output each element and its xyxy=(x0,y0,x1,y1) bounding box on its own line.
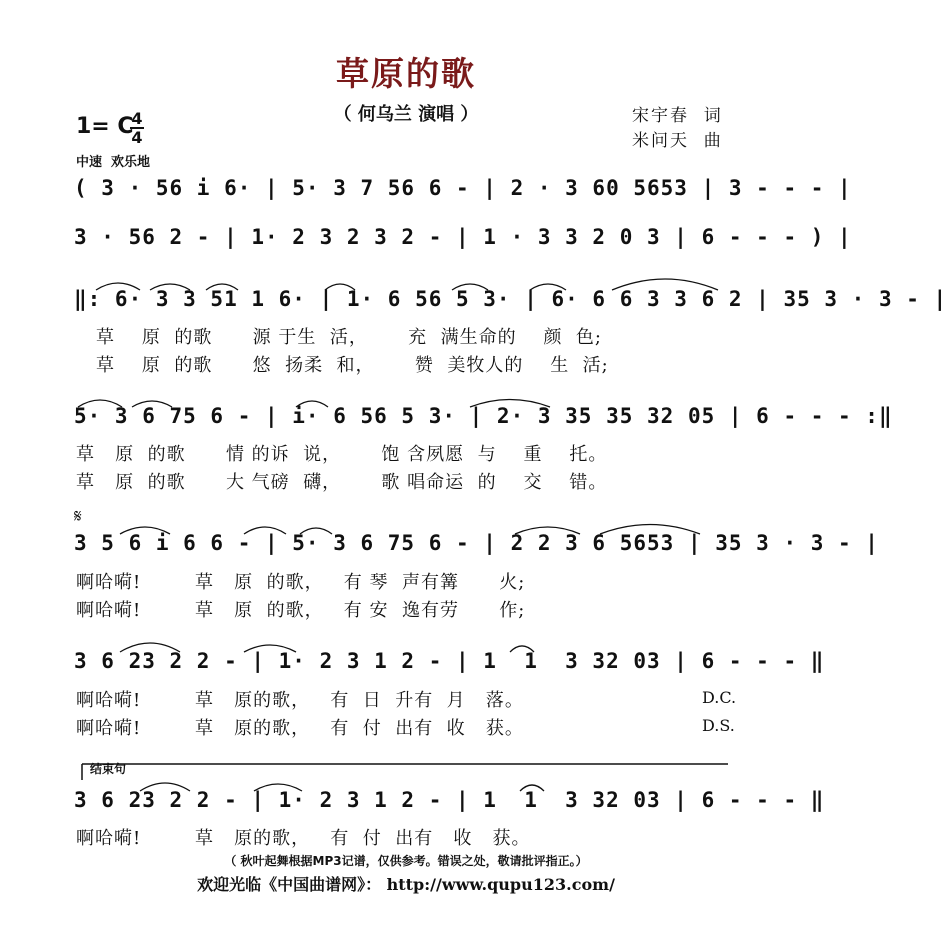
slur xyxy=(140,783,190,791)
staff-line-6: 3 6 23 2 2 - | 1· 2 3 1 2 - | 1 1 3 32 03 | 6 - - - ‖ xyxy=(74,649,825,673)
transcription-note: （ 秋叶起舞根据MP3记谱，仅供参考。错误之处，敬请批评指正。） xyxy=(224,854,588,868)
composer-credit: 米问天 曲 xyxy=(632,131,723,151)
staff-line-1: ( 3 · 56 i 6· | 5· 3 7 56 6 - | 2 · 3 60 5653 | 3 - - - | xyxy=(74,176,852,200)
lyrics-line-7: 啊哈嗬! 草 原的歌， 有 付 出有 收 获。 xyxy=(76,828,531,849)
slur xyxy=(296,401,328,407)
slur xyxy=(300,528,332,534)
slur xyxy=(132,401,172,407)
slur xyxy=(244,645,296,652)
slur xyxy=(325,284,355,290)
lyrics-line-4b: 草 原 的歌 大 气磅 礴， 歌 唱命运 的 交 错。 xyxy=(76,472,608,493)
staff-line-5: 3 5 6 i 6 6 - | 5· 3 6 75 6 - | 2 2 3 6 5653 | 35 3 · 3 - | xyxy=(74,531,879,555)
staff-line-7: 3 6 23 2 2 - | 1· 2 3 1 2 - | 1 1 3 32 03 | 6 - - - ‖ xyxy=(74,788,825,812)
slur xyxy=(510,646,534,652)
lyrics-line-6b: 啊哈嗬! 草 原的歌， 有 付 出有 收 获。 xyxy=(76,718,524,739)
song-title: 草原的歌 xyxy=(336,54,476,93)
lyrics-line-5b: 啊哈嗬! 草 原 的歌， 有 安 逸有劳 作; xyxy=(76,600,526,621)
slur xyxy=(452,284,488,290)
lyrics-line-5a: 啊哈嗬! 草 原 的歌， 有 琴 声有篝 火; xyxy=(76,572,526,593)
ending-label: 结束句 xyxy=(90,762,127,776)
time-signature-bottom: 4 xyxy=(131,128,143,147)
dal-segno-mark: D.S. xyxy=(702,716,735,735)
slur xyxy=(600,525,700,535)
slur xyxy=(530,284,566,290)
slur xyxy=(470,400,550,408)
tempo-marking: 中速 欢乐地 xyxy=(76,155,151,170)
lyrics-line-3a: 草 原 的歌 源 于生 活， 充 满生命的 颜 色; xyxy=(96,327,602,348)
slur xyxy=(96,283,140,290)
site-footer: 欢迎光临《中国曲谱网》： http://www.qupu123.com/ xyxy=(197,875,615,894)
staff-line-3: ‖: 6· 3 3 51 1 6· | 1· 6 56 5 3· | 6· 6 6 3 3 6 2 | 35 3 · 3 - | xyxy=(74,287,947,311)
lyricist-credit: 宋宇春 词 xyxy=(632,106,723,126)
lyrics-line-3b: 草 原 的歌 悠 扬柔 和， 赞 美牧人的 生 活; xyxy=(96,355,609,376)
staff-line-2: 3 · 56 2 - | 1· 2 3 2 3 2 - | 1 · 3 3 2 0 3 | 6 - - - ) | xyxy=(74,225,852,249)
lyrics-line-4a: 草 原 的歌 情 的诉 说， 饱 含夙愿 与 重 托。 xyxy=(76,444,608,465)
slur xyxy=(206,284,238,290)
slur xyxy=(120,527,170,534)
slur xyxy=(78,400,122,407)
slur xyxy=(244,527,286,534)
key-signature: 1= C xyxy=(76,114,134,139)
performer-subtitle: （ 何乌兰 演唱 ） xyxy=(333,104,479,125)
slur xyxy=(515,527,580,534)
time-signature-top: 4 xyxy=(131,109,143,128)
staff-line-4: 5· 3 6 75 6 - | i· 6 56 5 3· | 2· 3 35 35 32 05 | 6 - - - :‖ xyxy=(74,404,893,428)
lyrics-line-6a: 啊哈嗬! 草 原的歌， 有 日 升有 月 落。 xyxy=(76,690,524,711)
da-capo-mark: D.C. xyxy=(702,688,737,707)
slur xyxy=(254,784,302,791)
slur xyxy=(612,279,718,290)
slur xyxy=(150,284,190,290)
slur xyxy=(120,643,180,652)
slur xyxy=(520,785,544,791)
segno-sign: 𝄋 xyxy=(74,506,82,527)
